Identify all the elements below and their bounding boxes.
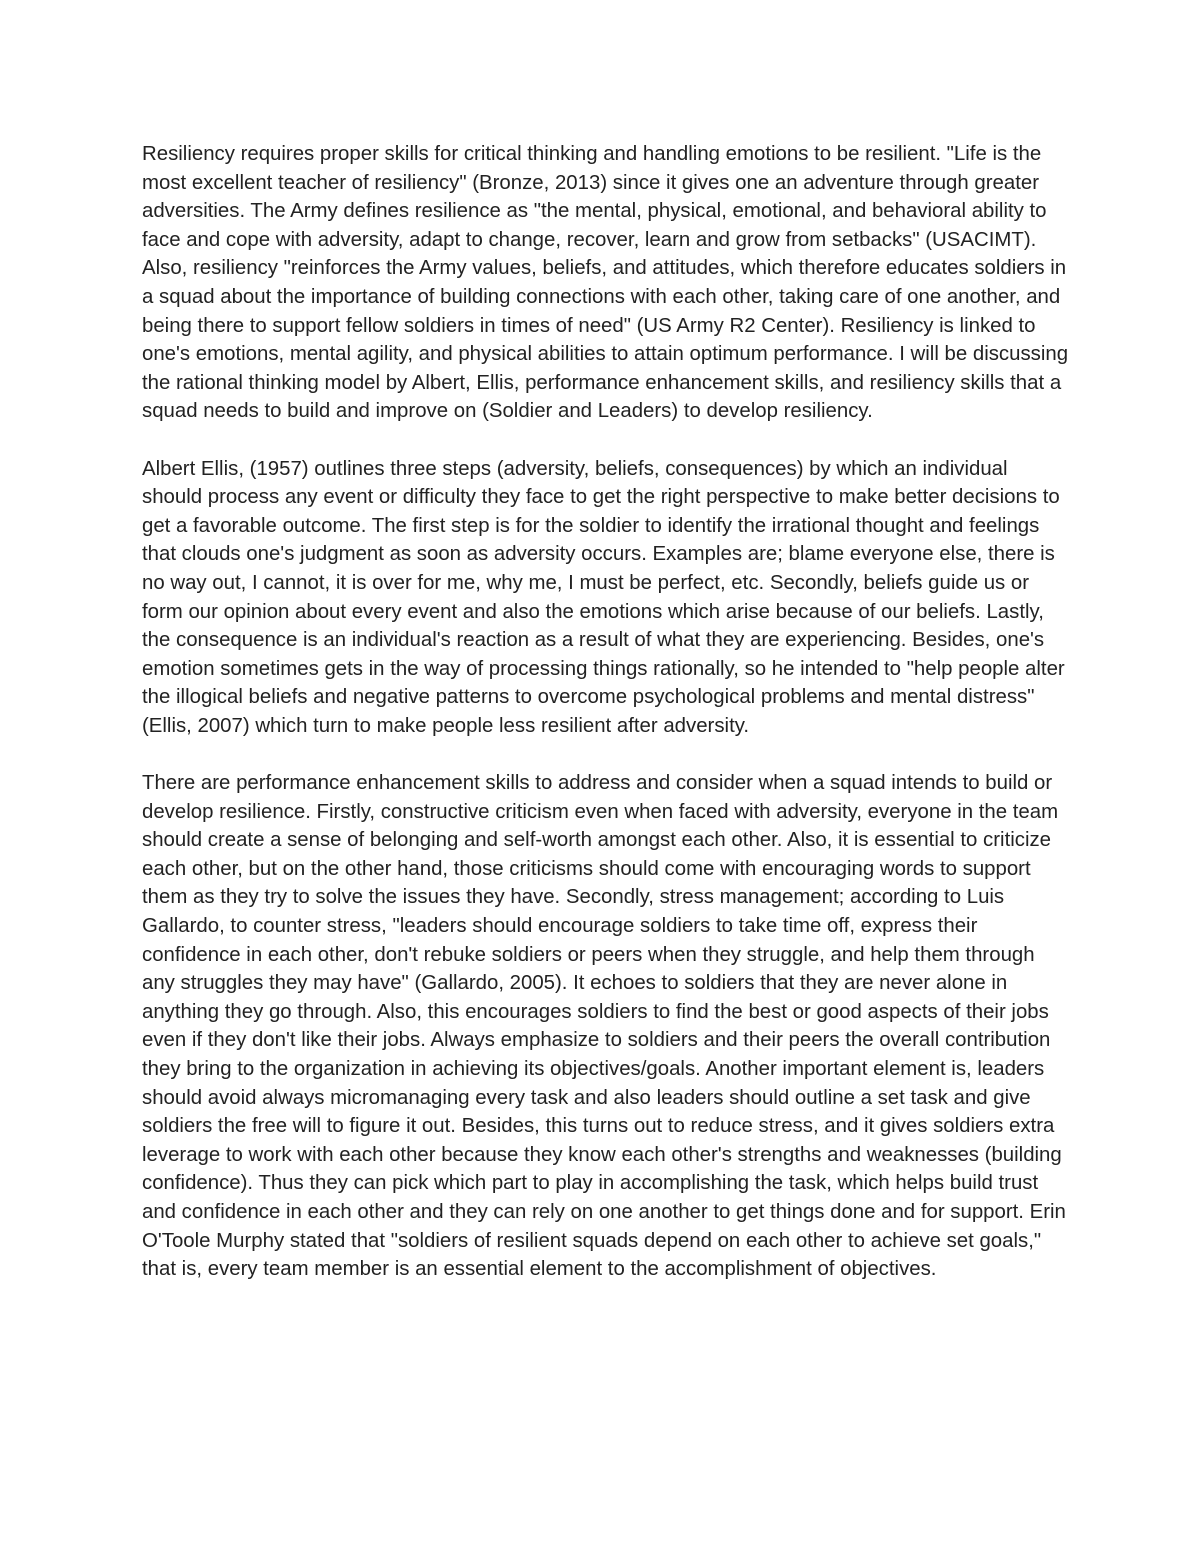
paragraph-albert-ellis: Albert Ellis, (1957) outlines three steps (adversity, beliefs, consequences) by which an individual should process any event or difficulty they face to get the right perspective to make better decisions to get a favorable outcome. The first step is for the soldier to identify the irrational thought and feelings that clouds one's judgment as soon as adversity occurs. Examples are; blame everyone else, there is no way out, I cannot, it is over for me, why me, I must be perfect, etc. Secondly, beliefs guide us or form our opinion about every event and also the emotions which arise because of our beliefs. Lastly, the consequence is an individual's reaction as a result of what they are experiencing. Besides, one's emotion sometimes gets in the way of processing things rationally, so he intended to "help people alter the illogical beliefs and negative patterns to overcome psychological problems and mental distress" (Ellis, 2007) which turn to make people less resilient after adversity. <box>142 457 1065 737</box>
document-body <box>142 140 1072 1284</box>
paragraph-performance-enhancement: There are performance enhancement skills to address and consider when a squad intends to build or develop resilience. Firstly, constructive criticism even when faced with adversity, everyone in the team should create a sense of belonging and self-worth amongst each other. Also, it is essential to criticize each other, but on the other hand, those criticisms should come with encouraging words to support them as they try to solve the issues they have. Secondly, stress management; according to Luis Gallardo, to counter stress, "leaders should encourage soldiers to take time off, express their confidence in each other, don't rebuke soldiers or peers when they struggle, and help them through any struggles they may have" (Gallardo, 2005). It echoes to soldiers that they are never alone in anything they go through. Also, this encourages soldiers to find the best or good aspects of their jobs even if they don't like their jobs. Always emphasize to soldiers and their peers the overall contribution they bring to the organization in achieving its objectives/goals. Another important element is, leaders should avoid always micromanaging every task and also leaders should outline a set task and give soldiers the free will to figure it out. Besides, this turns out to reduce stress, and it gives soldiers extra leverage to work with each other because they know each other's strengths and weaknesses (building confidence). Thus they can pick which part to play in accomplishing the task, which helps build trust and confidence in each other and they can rely on one another to get things done and for support. Erin O'Toole Murphy stated that "soldiers of resilient squads depend on each other to achieve set goals," that is, every team member is an essential element to the accomplishment of objectives. <box>142 772 1066 1281</box>
paragraph-introduction: Resiliency requires proper skills for critical thinking and handling emotions to be resilient. "Life is the most excellent teacher of resiliency" (Bronze, 2013) since it gives one an adventure through greater adversities. The Army defines resilience as "the mental, physical, emotional, and behavioral ability to face and cope with adversity, adapt to change, recover, learn and grow from setbacks" (USACIMT). Also, resiliency "reinforces the Army values, beliefs, and attitudes, which therefore educates soldiers in a squad about the importance of building connections with each other, taking care of one another, and being there to support fellow soldiers in times of need" (US Army R2 Center). Resiliency is linked to one's emotions, mental agility, and physical abilities to attain optimum performance. I will be discussing the rational thinking model by Albert, Ellis, performance enhancement skills, and resiliency skills that a squad needs to build and improve on (Soldier and Leaders) to develop resiliency. <box>142 143 1069 423</box>
